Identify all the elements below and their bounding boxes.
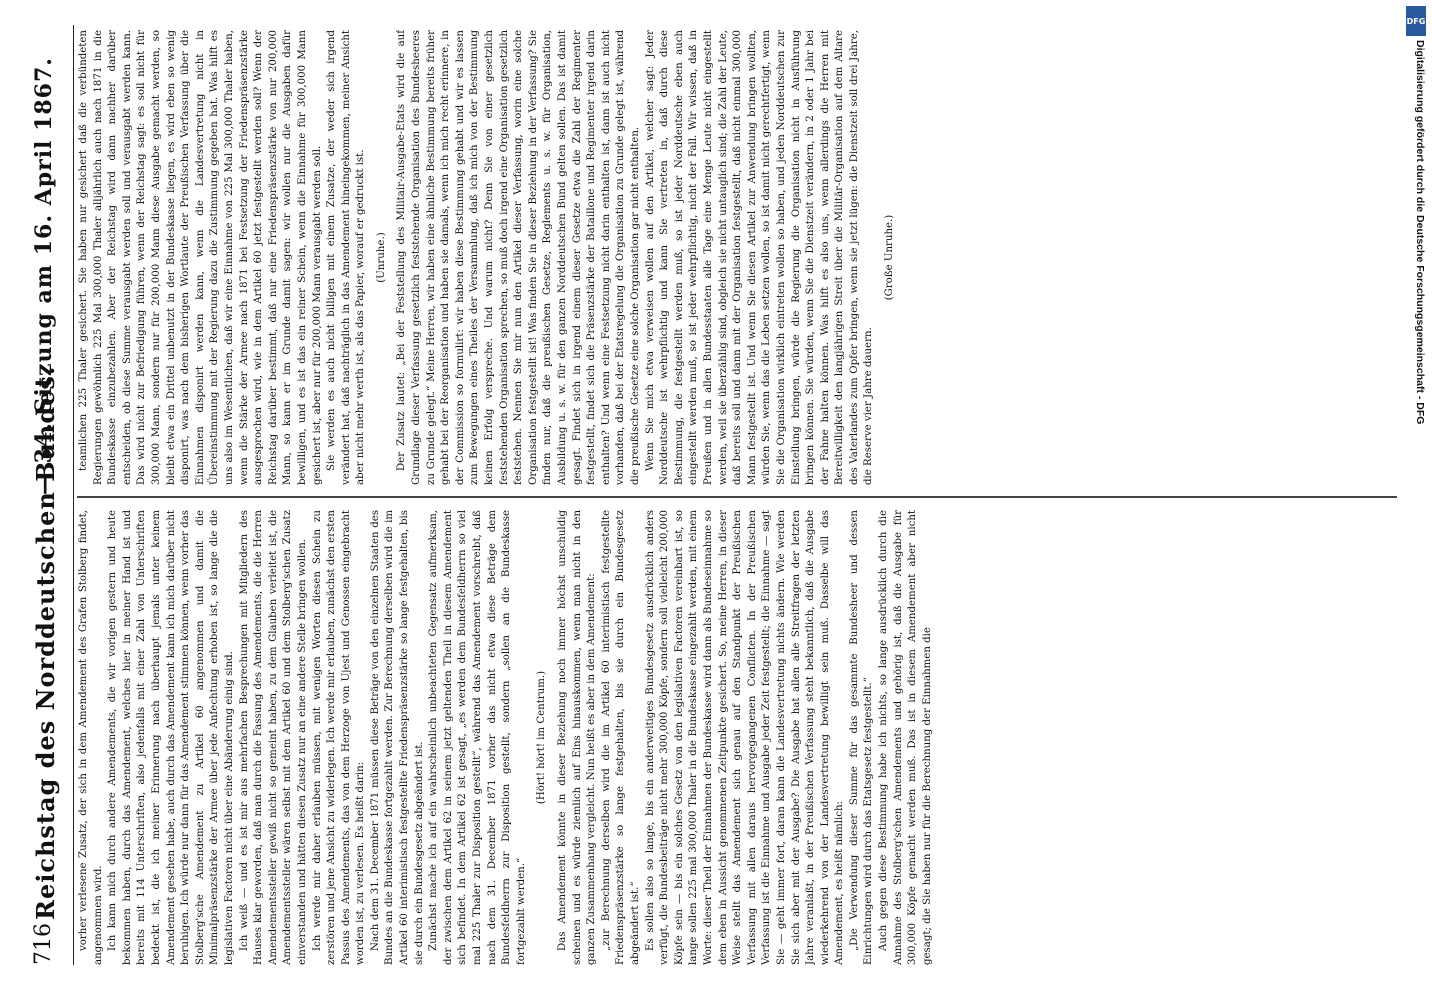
page-header	[25, 25, 74, 965]
paragraph: Sie werden es auch nicht billigen mit einem Zusatze, der weder sich irgend verändert hat, daß nachträglich in das Amendement hineingekommen, meiner Ansicht aber nicht mehr werth ist, als das Papier, worauf er gedruckt ist.	[326, 30, 367, 485]
paragraph: Auch gegen diese Bestimmung habe ich nichts, so lange ausdrücklich durch die Annahme des Stolberg'schen Amendements und gehörig ist, daß die Ausgabe für 300,000 Köpfe gemacht werden muß. Das ist in diesem Amendement aber nicht gesagt; die Sie haben nur für die Berechnung der Einnahmen die	[878, 510, 933, 965]
page-number: 716	[31, 923, 56, 965]
paragraph: Ich weiß — und es ist mir aus mehrfachen Besprechungen mit Mitgliedern des Hauses klar geworden, daß man durch die Fassung des Amendements, die die Herren Amendementssteller gewiß nicht so gemeint haben, zu dem Glauben verleitet ist, die Amendementssteller wären selbst mit dem Artikel 60 und dem Stolberg'schen Zusatz einverstanden und hätten diesen Zusatz nur an eine andere Stelle bringen wollen.	[238, 510, 308, 965]
paragraph: Zunächst mache ich auf ein wahrscheinlich unbeachteten Gegensatz aufmerksam, der zwischen dem Artikel 62 in seinem jetzt geltenden Theil in diesem Amendement sich befindet. In dem Artikel 62 ist gesagt, „es werden dem Bundesfeldherrn so viel mal 225 Thaler zur Disposition gestellt“, während das Amendement vorschreibt, daß nach dem 31. December 1871 vorher das nicht etwa diese Beträge dem Bundesfeldherrn zur Disposition gestellt, sondern „sollen an die Bundeskasse fortgezahlt werden.“	[428, 510, 527, 965]
quoted-passage: „Die Verwendung dieser Summe für das gesammte Bundesheer und dessen Einrichtungen wird durch das Etatsgesetz festgestellt.“	[848, 510, 875, 965]
interjection: (Große Unruhe.)	[884, 214, 896, 301]
paragraph: Ich kann mich durch andere Amendements, die wir vorigen gestern und heute bekommen haben, durch das Amendement, welches hier in meiner Hand ist und bereits mit 114 Unterschriften, also jedenfalls mit einer Zahl von Unterschriften bedeckt ist, die ich meiner Erinnerung nach überhaupt jemals unter keinem Amendement gesehen habe, auch durch das Amendement kann ich mich darüber nicht beruhigen. Ich würde nur dann für das Amendement stimmen können, wenn vorher das Stolberg'sche Amendement zu Artikel 60 angenommen und damit die Minimalpräsenzstärke der Armee über jede Anfechtung erhoben ist, so lange die die legislativen Factoren nicht über eine Abänderung einig sind.	[107, 510, 235, 965]
funding-sidebar	[1404, 0, 1430, 1000]
paragraph: vorher verlesene Zusatz, der sich in dem Amendement des Grafen Stolberg findet, angenommen wird.	[78, 510, 104, 965]
paragraph: Der Zusatz lautet: „Bei der Feststellung des Militair-Ausgabe-Etats wird die auf Grundlage dieser Verfassung gesetzlich feststehende Organisation des Bundesheeres zu Grunde gelegt.“ Meine Herren, wir haben eine ähnliche Bestimmung bereits früher gehabt bei der Reorganisation und haben sie damals, wenn ich mich recht erinnere, in der Commission so formulirt: wir haben diese Bestimmung gehabt und wir es lassen zum Bewegungen eines Theiles der Versammlung, daß ich mich von der Bestimmung keinen Erfolg verspreche. Und warum nicht? Denn Sie von einer gesetzlich feststehenden Organisation sprechen, so muß doch irgend eine Organisation gesetzlich feststehen. Nennen Sie mir nun den Artikel dieser Verfassung, worin eine solche Organisation festgestellt ist! Was finden Sie in dieser Beziehung in der Verfassung? Sie finden nur, daß die preußischen Gesetze, Reglements u. s. w. für Organisation, Ausbildung u. s. w. für den ganzen Norddeutschen Bund gelten sollen. Das ist damit gesagt. Findet sich in irgend einem dieser Gesetze etwa die Zahl der Regimenter festgestellt, findet sich die Präsenzstärke der Bataillone und Regimenter irgend darin enthalten? Und wenn eine Festsetzung nicht darin enthalten ist, dann ist auch nicht vorhanden, daß bei der Etatsregelung die Organisation zu Grunde gelegt ist, während die preußische Gesetze eine solche Organisation gar nicht enthalten.	[396, 30, 641, 485]
paragraph: Wenn Sie mich etwa verweisen wollen auf den Artikel, welcher sagt: Jeder Norddeutsche ist wehrpflichtig und kann Sie vertreten in, daß durch diese Bestimmung, die festgestellt werden muß, so ist jeder Norddeutsche eben auch eingestellt werden muß, so ist jeder wehrpflichtig, nicht der Fall. Wir wissen, daß in Preußen und in allen Bundesstaaten alle Tage eine Menge Leute nicht eingestellt werden, weil sie überzählig sind, obgleich sie nicht untauglich sind; die Zahl der Leute, daß bereits soll und dann mit der Organisation festgestellt, daß nicht einmal 300,000 Mann festgestellt ist. Und wenn Sie diesen Artikel zur Anwendung bringen wollten, würden Sie, wenn das die Leben setzen wollen, so ist damit nicht gerechtfertigt, wenn Sie die Organisation wirklich eintreten wollen so haben, und jeden Norddeutschen zur Einstellung bringen, würde die Regierung die Organisation nicht in Ausführung bringen können. Sie würden, wenn Sie die Dienstzeit verändern, in 2 oder 1 Jahr bei der Fahne halten können. Was hilft es also uns, wenn allerdings die Herren mit Bereitwilligkeit den langjährigen Streit über die Militär-Organisation auf dem Altare des Vaterlandes zum Opfer bringen, wenn sie jetzt lügen: die Dienstzeit soll drei Jahre, die Reserve vier Jahre dauern.	[644, 30, 875, 485]
right-column	[77, 30, 1417, 485]
paragraph: Es sollen also so lange, bis ein anderweitiges Bundesgesetz ausdrücklich anders verfügt, die Bundesbeiträge nicht mehr 300,000 Köpfe, sondern soll vielleicht 200,000 Köpfe sein — bis ein solches Gesetz von den legislativen Factoren vereinbart ist, so lange sollen 225 mal 300,000 Thaler in die Bundeskasse eingezahlt werden, mit einem Worte: dieser Theil der Einnahmen der Bundeskasse wird dann als Bundeseinnahme so dem eben in Aussicht genommenen Zeitpunkte gesichert. So, meine Herren, in dieser Weise stellt das Amendement sich genau auf den Standpunkt der Preußischen Verfassung mit allen daraus hervorgegangenen Conflicten. In der Preußischen Verfassung ist die Einnahme und Ausgabe jeder Zeit festgestellt; die Einnahme — sagt Sie — geht immer fort, daran kann die Landesvertretung nichts ändern. Wie werden Sie sich aber mit der Ausgabe? Die Ausgabe hat allen alle Streitfragen der letzten Jahre veranlaßt, in der Preußischen Verfassung steht bekanntlich, daß die Ausgabe wiederkehrend von der Landesvertretung bewilligt sein muß. Dasselbe will das Amendement, es heißt nämlich:	[644, 510, 846, 965]
dfg-logo: DFG	[1406, 6, 1426, 36]
funding-notice: Digitalisierung gefördert durch die Deutsche Forschungsgemeinschaft - DFG	[1414, 40, 1426, 425]
left-column	[77, 510, 1417, 965]
quoted-passage: „zur Berechnung derselben wird die im Artikel 60 interimistisch festgestellte Friedenspräsenzstärke so lange festgehalten, bis sie durch ein Bundesgesetz abgeändert ist.“	[600, 510, 641, 965]
right-running-title: — 34. Sitzung am 16. April 1867.	[31, 57, 57, 495]
paragraph: teamlichen 225 Thaler gesichert. Sie haben nur gesichert daß die verbündeten Regierungen gewöhnlich 225 Mal 300,000 Thaler alljährlich auch nach 1871 in die Bundeskasse einzubezahlen. Aber der Reichstag wird dann nachher darüber entscheiden, ob diese Summe verausgabt werden soll und verausgabt werden kann. Das wird nicht zur Befriedigung führen, wenn der Reichstag sagt: es soll nicht für 300,000 Mann, sondern nur für 200,000 Mann diese Ausgabe gemacht werden, so bleibt etwa ein Drittel unbenutzt in der Bundeskasse liegen, es wird eben so wenig disponirt, was nach dem bisherigen Wortlaute der Preußischen Verfassung über die Einnahmen disponirt werden kann, wenn die Landesvertretung nicht in Übereinstimmung mit der Regierung dazu die Zustimmung gegeben hat. Was hilft es uns also im Wesentlichen, daß wir eine Einnahme von 225 Mal 300,000 Thaler haben, wenn die Stärke der Armee nach 1871 bei Festsetzung der Friedenspräsenzstärke ausgesprochen wird, wie in dem Artikel 60 jetzt festgestellt werden soll? Wenn der Reichstag darüber bestimmt, daß nur eine Friedenspräsenzstärke von nur 200,000 Mann, so kann er im Grunde damit sagen: wir wollen nur die Ausgaben dafür bewilligen, und es ist das ein reiner Schein, wenn die Einnahme für 300,000 Mann gesichert ist, aber nur für 200,000 Mann verausgabt werden soll.	[78, 30, 323, 485]
paragraph: Ich werde mir daher erlauben müssen, mit wenigen Worten diesen Schein zu zerstören und jene Ansicht zu widerlegen. Ich werde mir erlauben, zunächst den ersten Passus des Amendements, das von dem Herzoge von Ujest und Genossen eingebracht worden ist, zu verlesen. Es heißt darin:	[311, 510, 367, 965]
column-divider	[77, 497, 1397, 499]
interjection: (Hört! hört! im Centrum.)	[536, 670, 548, 805]
left-running-title: Reichstag des Norddeutschen Bundes.	[31, 365, 60, 920]
paragraph: Das Amendement könnte in dieser Beziehung noch immer höchst unschuldig scheinen und es würde ziemlich auf Eins hinauskommen, wenn man nicht in den ganzen Zusammenhang vergleicht. Nun heißt es aber in dem Amendement:	[557, 510, 598, 965]
rotated-document	[25, 25, 1420, 965]
quoted-passage: Nach dem 31. December 1871 müssen diese Beträge von den einzelnen Staaten des Bundes an die Bundeskasse fortgezahlt werden. Zur Berechnung derselben wird die im Artikel 60 interimistisch festgestellte Friedenspräsenzstärke so lange festgehalten, bis sie durch ein Bundesgesetz abgeändert ist.	[369, 510, 425, 965]
interjection: (Unruhe.)	[375, 232, 387, 283]
